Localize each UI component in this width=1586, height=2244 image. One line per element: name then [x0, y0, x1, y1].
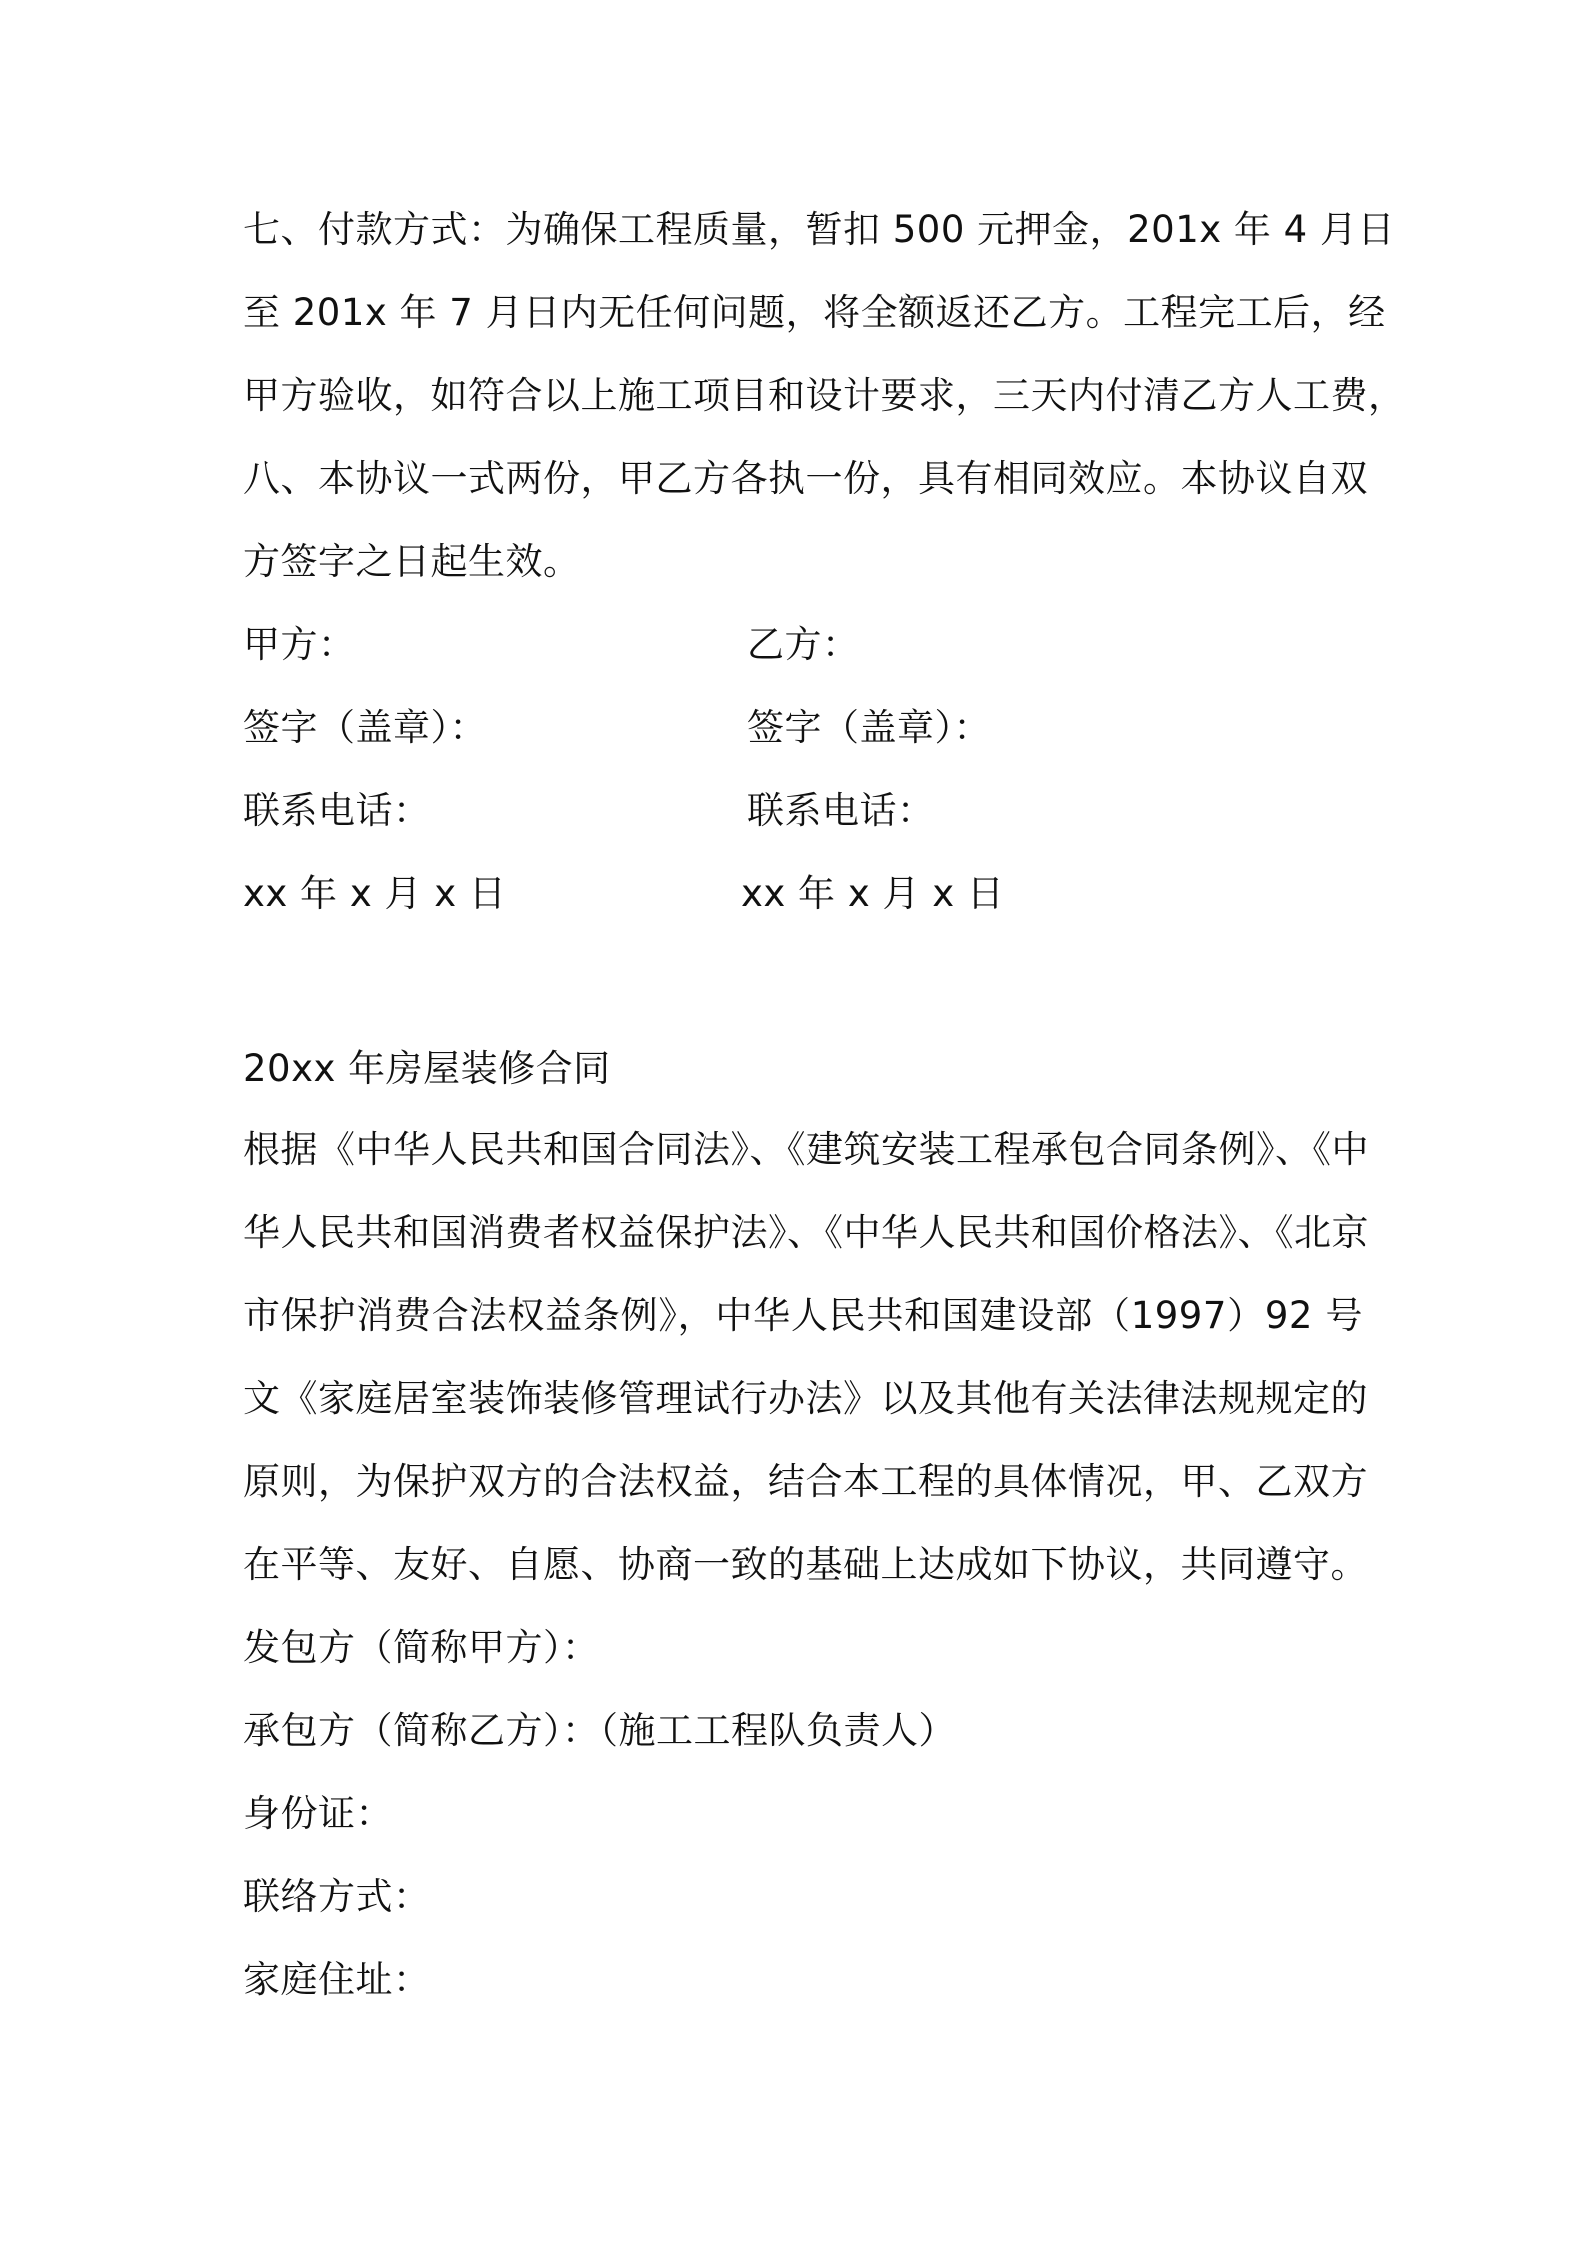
party-b-sign: 签字（盖章）： — [747, 706, 991, 749]
party-b-phone: 联系电话： — [747, 789, 935, 832]
preamble-line-5: 原则，为保护双方的合法权益，结合本工程的具体情况，甲、乙双方 — [243, 1460, 1368, 1503]
home-address-field: 家庭住址： — [243, 1958, 431, 2001]
party-b-date: xx 年 x 月 x 日 — [741, 872, 1005, 915]
preamble-line-4: 文《家庭居室装饰装修管理试行办法》以及其他有关法律法规规定的 — [243, 1377, 1368, 1420]
payment-line-5: 方签字之日起生效。 — [243, 540, 581, 583]
payment-line-3: 甲方验收，如符合以上施工项目和设计要求，三天内付清乙方人工费， — [243, 374, 1406, 417]
party-a-sign: 签字（盖章）： — [243, 706, 487, 749]
contract-title: 20xx 年房屋装修合同 — [243, 1047, 611, 1090]
party-a-label: 甲方： — [243, 623, 356, 666]
payment-line-1: 七、付款方式：为确保工程质量，暂扣 500 元押金，201x 年 4 月日 — [243, 208, 1395, 251]
preamble-line-3: 市保护消费合法权益条例》，中华人民共和国建设部（1997）92 号 — [243, 1294, 1363, 1337]
party-a-date: xx 年 x 月 x 日 — [243, 872, 507, 915]
preamble-line-1: 根据《中华人民共和国合同法》、《建筑安装工程承包合同条例》、《中 — [243, 1128, 1369, 1171]
preamble-line-6: 在平等、友好、自愿、协商一致的基础上达成如下协议，共同遵守。 — [243, 1543, 1368, 1586]
id-card-field: 身份证： — [243, 1792, 393, 1835]
contractor-field: 承包方（简称乙方）：（施工工程队负责人） — [243, 1709, 956, 1752]
preamble-line-2: 华人民共和国消费者权益保护法》、《中华人民共和国价格法》、《北京 — [243, 1211, 1369, 1254]
contact-field: 联络方式： — [243, 1875, 431, 1918]
employer-field: 发包方（简称甲方）： — [243, 1626, 600, 1669]
payment-line-4: 八、本协议一式两份，甲乙方各执一份，具有相同效应。本协议自双 — [243, 457, 1368, 500]
party-a-phone: 联系电话： — [243, 789, 431, 832]
party-b-label: 乙方： — [747, 623, 860, 666]
payment-line-2: 至 201x 年 7 月日内无任何问题，将全额返还乙方。工程完工后，经 — [243, 291, 1386, 334]
